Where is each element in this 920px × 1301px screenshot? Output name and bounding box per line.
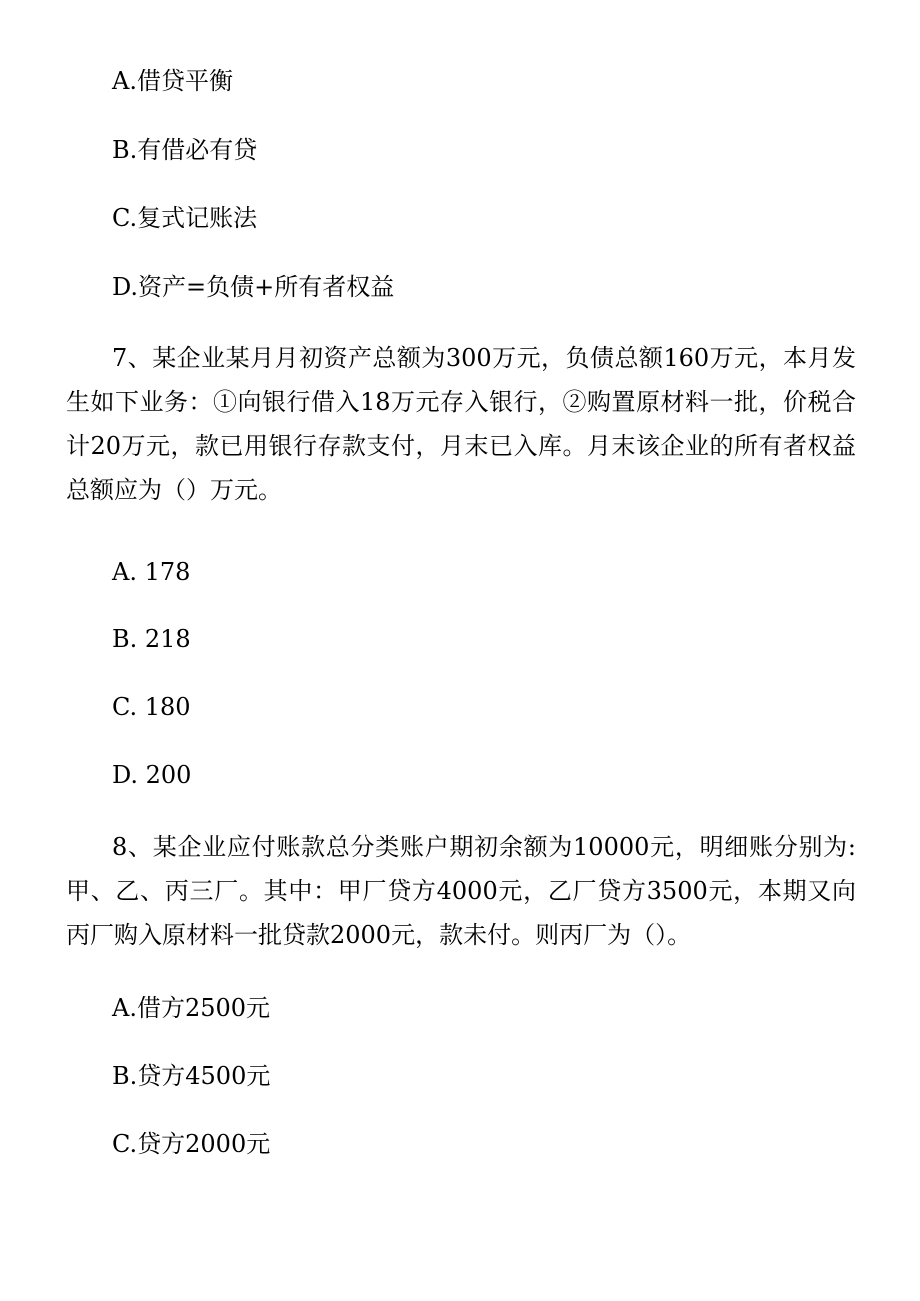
q7-option-b: B. 218: [112, 625, 191, 653]
question-8-text: 8、某企业应付账款总分类账户期初余额为10000元，明细账分别为:甲、乙、丙三厂。其中：甲厂贷方4000元，乙厂贷方3500元，本期又向丙厂购入原材料一批贷款2000元，款未付。则丙厂为（）。: [66, 833, 856, 949]
q8-option-c: C.贷方2000元: [112, 1130, 271, 1158]
q6-option-a: A.借贷平衡: [112, 67, 233, 95]
q6-option-d: D.资产=负债+所有者权益: [112, 273, 395, 301]
q6-option-c: C.复式记账法: [112, 204, 258, 232]
question-7-text: 7、某企业某月月初资产总额为300万元，负债总额160万元，本月发生如下业务：①向银行借入18万元存入银行，②购置原材料一批，价税合计20万元，款已用银行存款支付，月末已入库。月末该企业的所有者权益总额应为（）万元。: [66, 344, 856, 504]
q7-option-c: C. 180: [112, 693, 191, 721]
q7-option-d: D. 200: [112, 761, 192, 789]
q7-option-a: A. 178: [112, 558, 191, 586]
q8-option-a: A.借方2500元: [112, 994, 271, 1022]
q8-option-b: B.贷方4500元: [112, 1062, 271, 1090]
q6-option-b: B.有借必有贷: [112, 136, 258, 164]
